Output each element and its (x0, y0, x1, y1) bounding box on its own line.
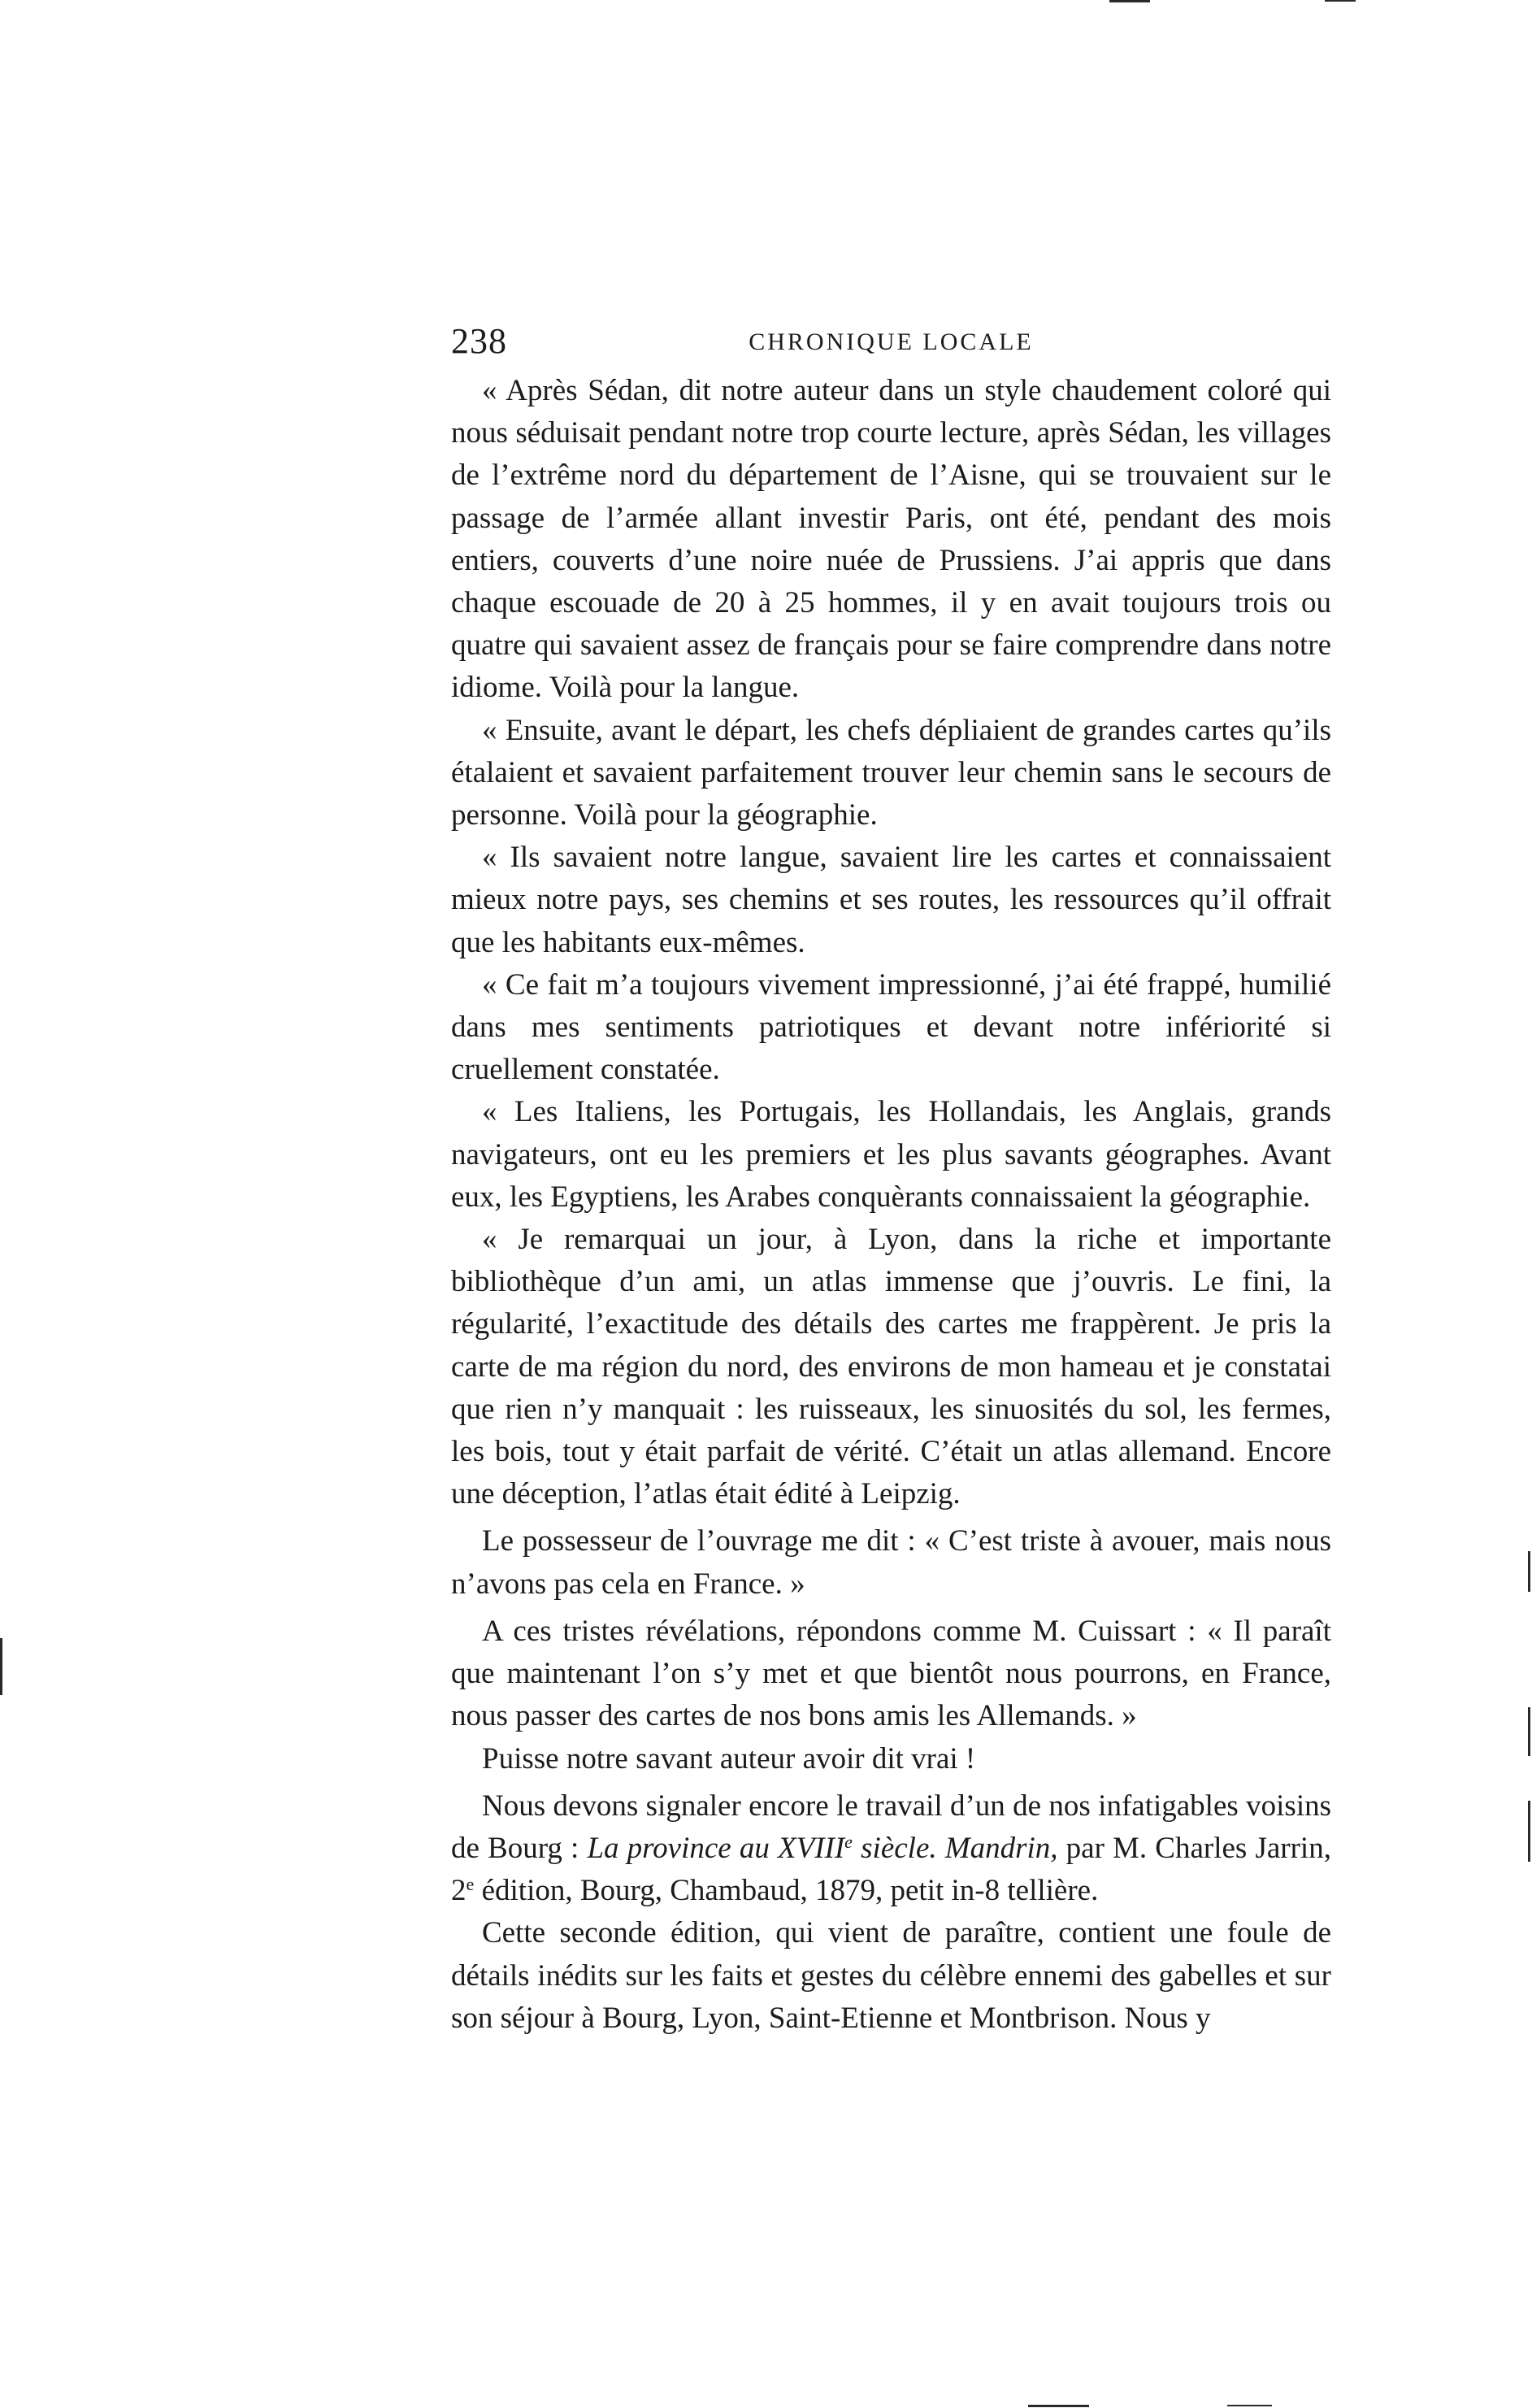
page-number: 238 (451, 321, 507, 361)
scan-artifact-bottom (1227, 2405, 1272, 2406)
paragraph: « Je remarquai un jour, à Lyon, dans la riche et importante bibliothèque d’un ami, un atlas immense que j’ouvris. Le fini, la régularité, l’exactitude des détails des cartes me frappèrent. Je pris la carte de ma région du nord, des environs de mon hameau et je constatai que rien n’y manquait : les ruisseaux, les sinuosités du sol, les fermes, les bois, tout y était parfait de vérité. C’était un atlas allemand. Encore une déception, l’atlas était édité à Leipzig. (451, 1223, 1331, 1511)
paragraph: Cette seconde édition, qui vient de paraître, contient une foule de détails inédits sur les faits et gestes du célèbre ennemi des gabelles et sur son séjour à Bourg, Lyon, Saint-Etienne et Montbrison. Nous y (451, 1916, 1331, 2035)
scan-artifact-edge (1528, 1801, 1530, 1862)
paragraph: « Les Italiens, les Portugais, les Hollandais, les Anglais, grands navigateurs, ont eu les premiers et les plus savants géographes. Avant eux, les Egyptiens, les Arabes conquèrants connaissaient la géographie. (451, 1095, 1331, 1214)
paragraph: « Ils savaient notre langue, savaient lire les cartes et connaissaient mieux notre pays, ses chemins et ses routes, les ressources qu’il offrait que les habitants eux-mêmes. (451, 841, 1331, 959)
paragraph: « Ce fait m’a toujours vivement impressionné, j’ai été frappé, humilié dans mes sentiments patriotiques et devant notre infériorité si cruellement constatée. (451, 967, 1331, 1087)
book-title-text: La province au XVIII (587, 1831, 845, 1865)
running-head: CHRONIQUE LOCALE (749, 328, 1034, 355)
paragraph-text: édition, Bourg, Chambaud, 1879, petit in-8 tellière. (474, 1874, 1099, 1908)
paragraph: A ces tristes révélations, répondons comme M. Cuissart : « Il paraît que maintenant l’on s’y met et que bientôt nous pourrons, en France, nous passer des cartes de nos bons amis les Allemands. » (451, 1614, 1331, 1733)
paragraph-text: par M. Charles Jarrin, 2 (451, 1831, 1331, 1908)
superscript: e (844, 1831, 853, 1852)
scan-artifact-edge (1528, 1551, 1530, 1592)
scan-artifact-top (1325, 0, 1356, 2)
paragraph: « Ensuite, avant le départ, les chefs dépliaient de grandes cartes qu’ils étalaient et savaient parfaitement trouver leur chemin sans le secours de personne. Voilà pour la géographie. (451, 713, 1331, 832)
paragraph: Le possesseur de l’ouvrage me dit : « C’est triste à avouer, mais nous n’avons pas cela en France. » (451, 1524, 1331, 1601)
paragraph: « Après Sédan, dit notre auteur dans un style chaudement coloré qui nous séduisait pendant notre trop courte lecture, après Sédan, les villages de l’extrême nord du département de l’Aisne, qui se trouvaient sur le passage de l’armée allant investir Paris, ont été, pendant des mois entiers, couverts d’une noire nuée de Prussiens. J’ai appris que dans chaque escouade de 20 à 25 hommes, il y en avait toujours trois ou quatre qui savaient assez de français pour se faire comprendre dans notre idiome. Voilà pour la langue. (451, 374, 1331, 705)
scan-artifact-edge (1528, 1707, 1530, 1756)
scan-artifact-top (1109, 0, 1150, 2)
book-title (587, 1832, 1057, 1865)
paragraph: Puisse notre savant auteur avoir dit vrai ! (482, 1741, 976, 1776)
superscript: e (466, 1873, 475, 1894)
scan-artifact-bottom (1028, 2405, 1089, 2407)
page-header (451, 317, 1331, 366)
scan-artifact-edge (0, 1638, 2, 1695)
paragraph-text: Nous devons signaler encore le travail d’un de nos infatigables voisins de Bourg : (451, 1789, 1331, 1865)
body-text (451, 370, 1331, 2040)
book-title-text: siècle. Mandrin, (853, 1831, 1058, 1865)
paragraph-bourg (451, 1785, 1331, 1913)
